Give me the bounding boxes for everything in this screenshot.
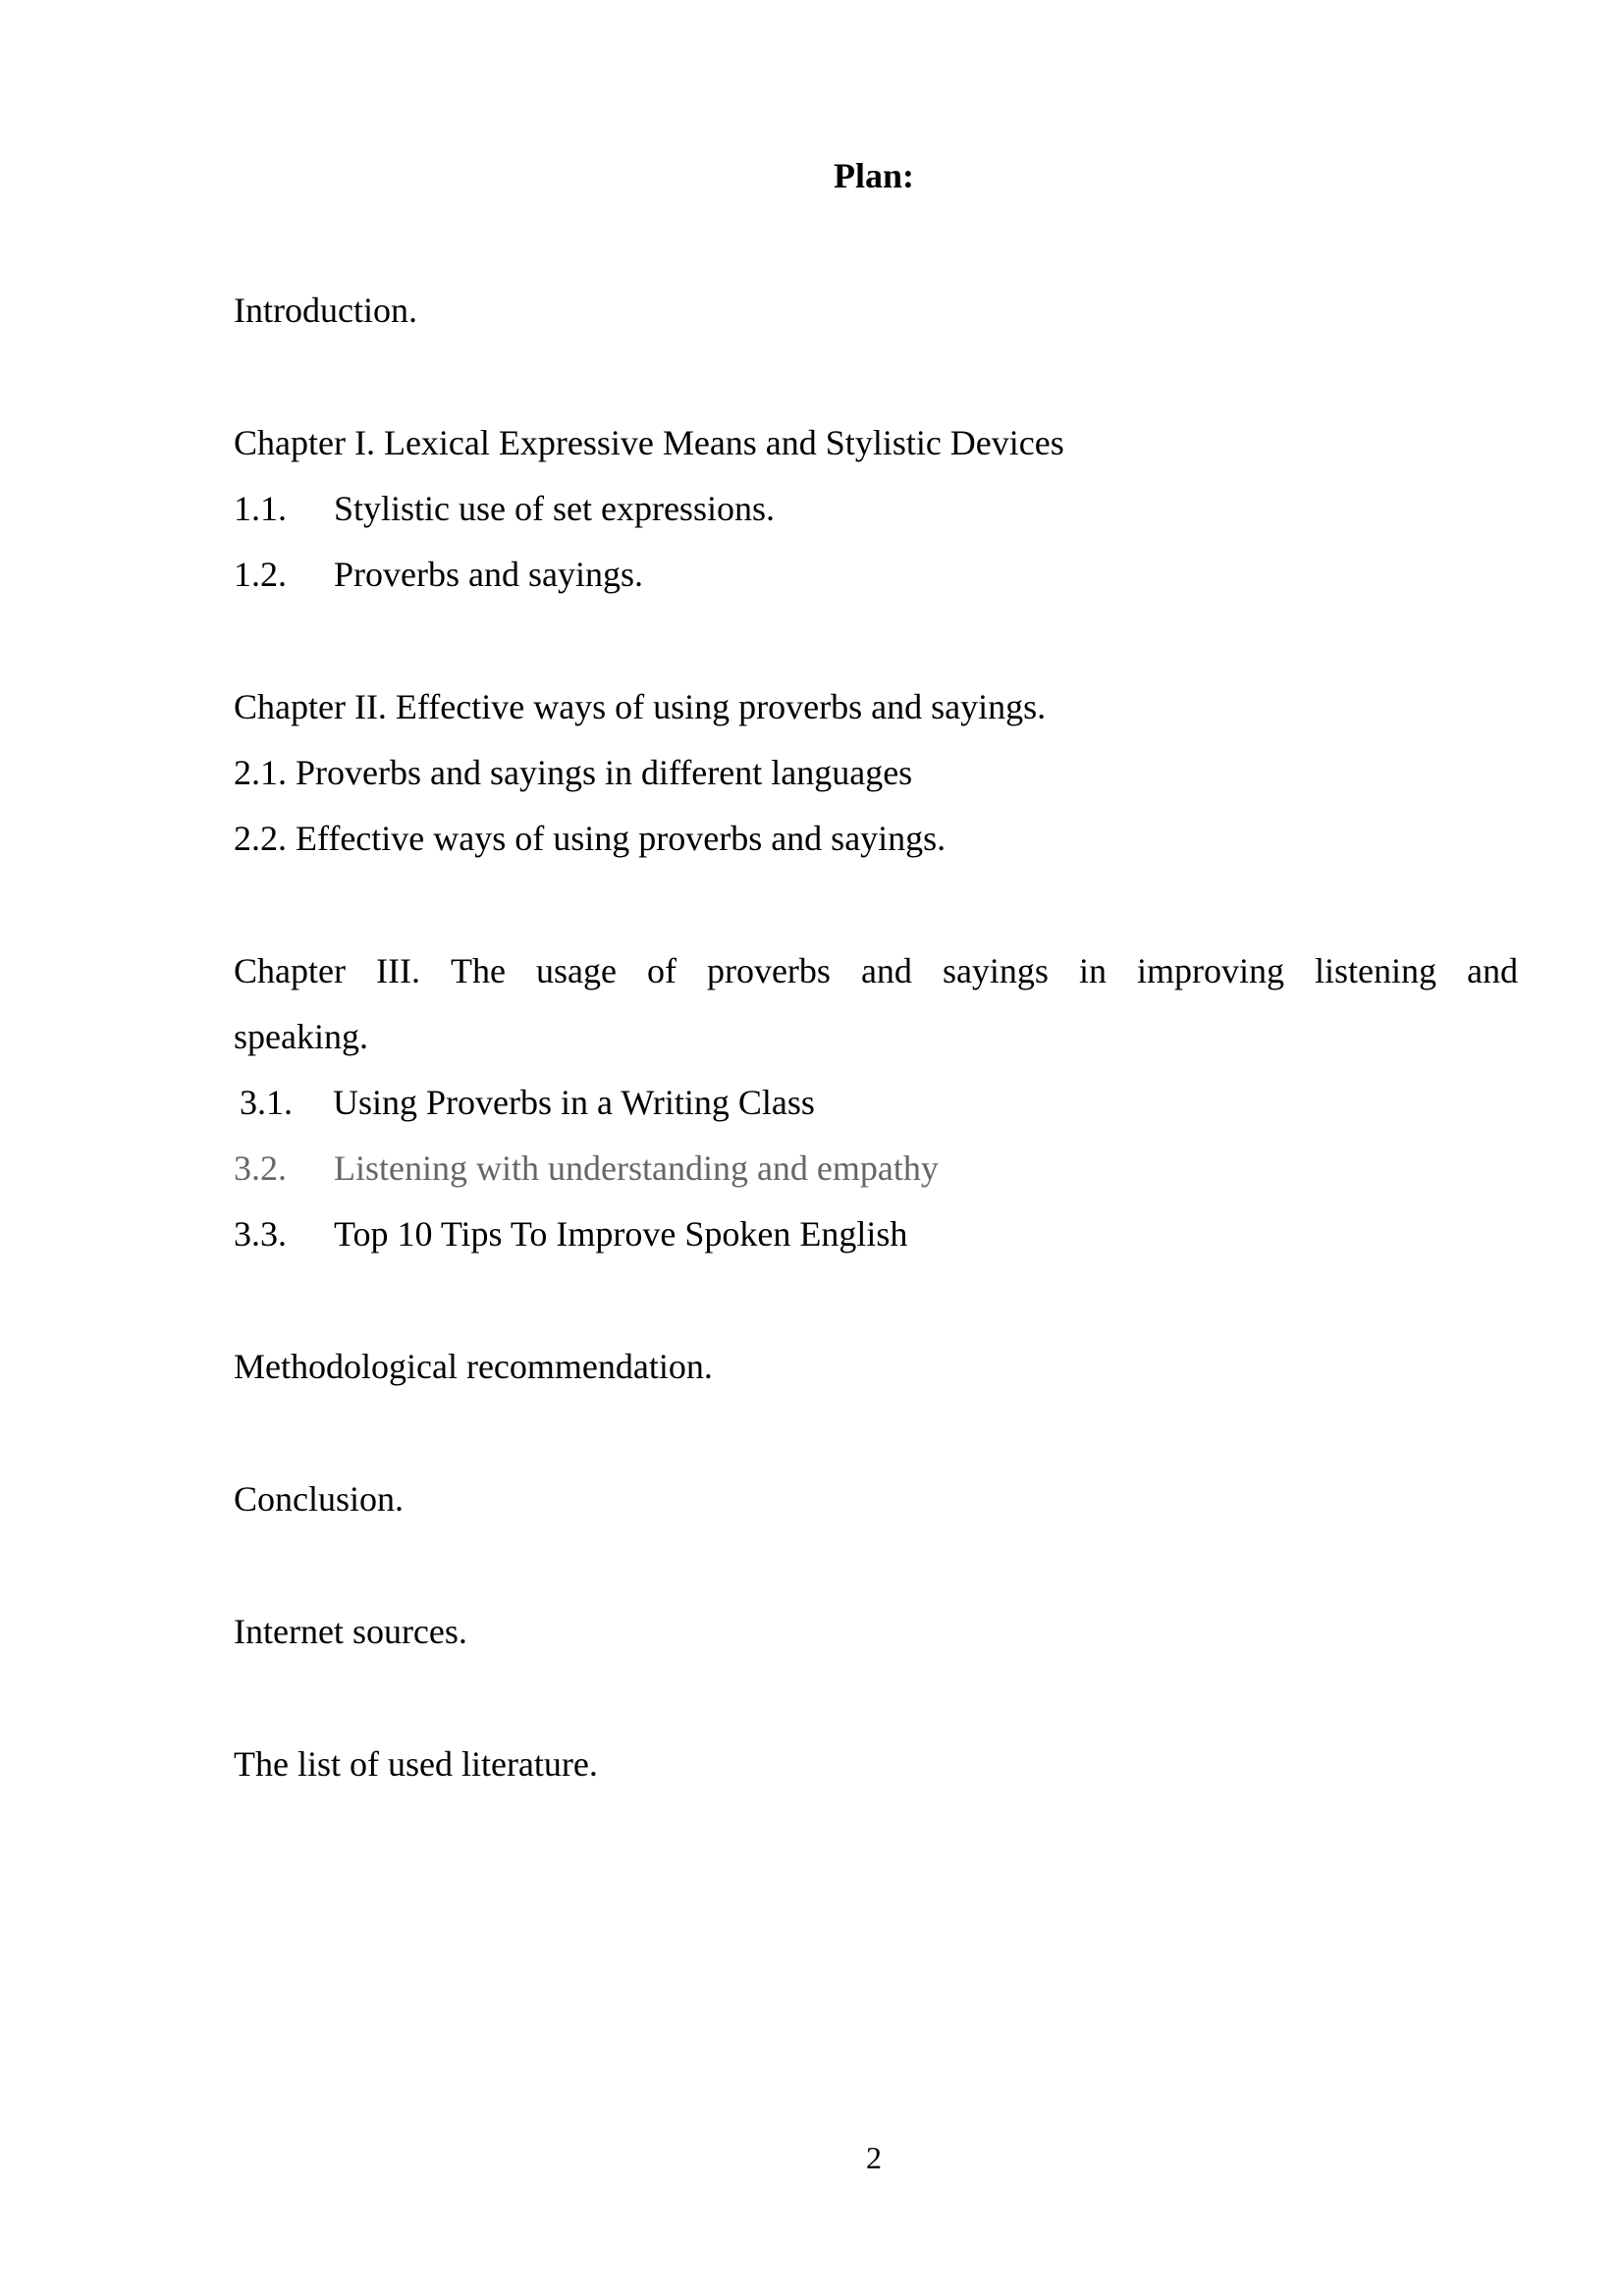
toc-item-3-3 xyxy=(234,1212,907,1255)
toc-chapter-2-heading: Chapter II. Effective ways of using proverbs and sayings. xyxy=(234,687,1047,726)
toc-chapter-1-heading: Chapter I. Lexical Expressive Means and Stylistic Devices xyxy=(234,423,1064,462)
heading-word: and xyxy=(860,951,912,990)
heading-word: in xyxy=(1078,951,1107,990)
page-number: 2 xyxy=(866,2140,882,2175)
toc-item-text: Proverbs and sayings. xyxy=(334,555,643,594)
toc-item-number: 1.2. xyxy=(234,555,287,594)
heading-word: sayings xyxy=(942,951,1049,990)
heading-word: The xyxy=(450,951,506,990)
toc-introduction: Introduction. xyxy=(234,291,417,330)
toc-item-3-2 xyxy=(234,1147,939,1190)
toc-item-number: 3.2. xyxy=(234,1148,287,1188)
toc-item-text: Using Proverbs in a Writing Class xyxy=(333,1083,815,1122)
toc-item-text: Stylistic use of set expressions. xyxy=(334,489,775,528)
toc-item-1-2 xyxy=(234,553,643,596)
heading-word: listening xyxy=(1315,951,1436,990)
toc-chapter-3-heading xyxy=(234,949,1518,992)
toc-item-2-2: 2.2. Effective ways of using proverbs and sayings. xyxy=(234,819,947,858)
toc-chapter-3-heading-continued: speaking. xyxy=(234,1017,368,1056)
heading-word: improving xyxy=(1136,951,1284,990)
toc-literature: The list of used literature. xyxy=(234,1744,598,1784)
heading-word: and xyxy=(1467,951,1518,990)
toc-item-text: Top 10 Tips To Improve Spoken English xyxy=(334,1214,908,1254)
heading-word: proverbs xyxy=(706,951,831,990)
toc-item-3-1 xyxy=(240,1081,815,1124)
toc-item-number: 3.3. xyxy=(234,1214,287,1254)
toc-item-1-1 xyxy=(234,487,775,530)
page-title: Plan: xyxy=(833,156,914,195)
heading-word: Chapter xyxy=(234,951,346,990)
toc-methodological-recommendation: Methodological recommendation. xyxy=(234,1347,713,1386)
heading-word: usage xyxy=(535,951,617,990)
toc-item-number: 3.1. xyxy=(240,1083,293,1122)
heading-word: of xyxy=(646,951,677,990)
toc-item-2-1: 2.1. Proverbs and sayings in different languages xyxy=(234,753,913,792)
toc-item-number: 1.1. xyxy=(234,489,287,528)
heading-word: III. xyxy=(375,951,420,990)
toc-item-text: Listening with understanding and empathy xyxy=(334,1148,939,1188)
toc-conclusion: Conclusion. xyxy=(234,1479,405,1519)
toc-internet-sources: Internet sources. xyxy=(234,1612,467,1651)
